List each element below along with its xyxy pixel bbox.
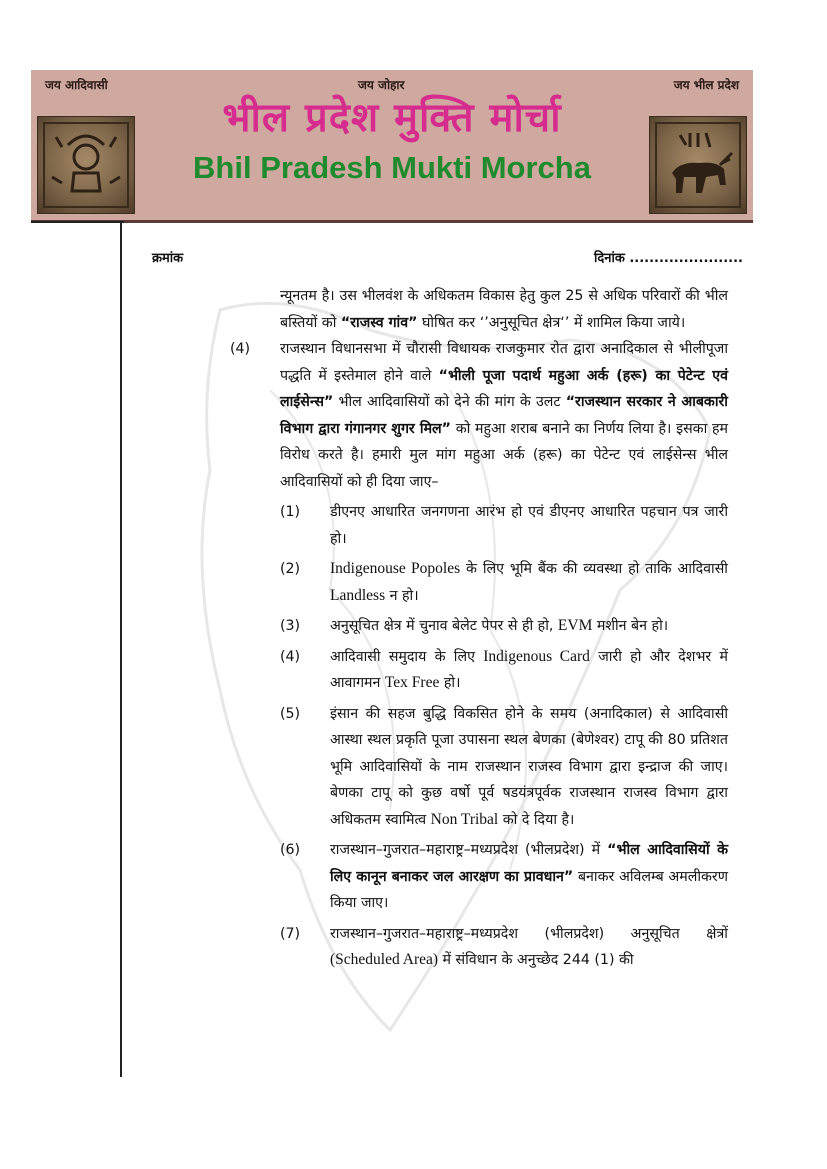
s4-text-a: आदिवासी समुदाय के लिए xyxy=(330,648,484,665)
indus-bull-seal-right-image xyxy=(649,116,747,214)
p4-text-c: भील आदिवासियों को देने की मांग के उलट xyxy=(333,394,566,410)
sub-point-1-text: डीएनए आधारित जनगणना आरंभ हो एवं डीएनए आधारित पहचान पत्र जारी हो। xyxy=(330,504,728,547)
header-underline-left xyxy=(31,221,124,223)
sub-point-5 xyxy=(280,701,728,834)
slogan-center: जय जोहार xyxy=(358,78,405,92)
sub-point-3-number: (3) xyxy=(280,618,301,634)
sub-point-7-number: (7) xyxy=(280,925,301,942)
intro-text-c: घोषित कर ‘’अनुसूचित क्षेत्र‘’ में शामिल किया जाये। xyxy=(417,314,686,331)
title-hindi: भील प्रदेश मुक्ति मोर्चा xyxy=(222,95,562,141)
point-4-text xyxy=(280,336,728,495)
sub-point-7-text xyxy=(330,921,728,974)
s2-text-a: Indigenouse Popoles xyxy=(330,560,461,577)
s4-text-e: हो। xyxy=(439,675,461,691)
sub-point-4-text xyxy=(330,644,728,697)
s2-text-c: Landless xyxy=(330,586,386,604)
letter-body xyxy=(230,283,728,974)
s4-text-d: Tex Free xyxy=(384,674,440,691)
sub-point-6-text xyxy=(330,837,728,917)
s7-text-a: राजस्थान–गुजरात–महाराष्ट्र–मध्यप्रदेश (भीलप्रदेश) अनुसूचित क्षेत्रों xyxy=(330,925,728,942)
p4-text-bold-1: “भीली पूजा पदार्थ महुआ अर्क (हरू) का पेटेन्ट एवं लाईसेन्स” xyxy=(280,367,728,410)
point-4-number: (4) xyxy=(230,341,251,357)
s6-text-bold: “भील आदिवासियों के लिए कानून बनाकर जल आरक्षण का प्रावधान” xyxy=(330,842,729,885)
sub-point-4-number: (4) xyxy=(280,648,301,665)
sub-point-7 xyxy=(280,921,728,974)
sub-point-5-text xyxy=(330,701,728,834)
intro-paragraph xyxy=(230,283,728,336)
sub-point-5-number: (5) xyxy=(280,705,301,722)
sub-point-1-number: (1) xyxy=(280,504,301,520)
indus-seal-left-image xyxy=(37,116,135,214)
sub-point-1 xyxy=(280,499,728,552)
sub-point-3 xyxy=(280,613,728,640)
s7-text-b: (Scheduled Area) xyxy=(330,951,439,968)
s3-text-a: अनुसूचित क्षेत्र में चुनाव बेलेट पेपर से ही हो, xyxy=(330,618,558,634)
slogan-right: जय भील प्रदेश xyxy=(673,78,739,92)
s5-text-a: इंसान की सहज बुद्धि विकसित होने के समय (अनादिकाल) से आदिवासी आस्था स्थल प्रकृति पूजा उपासना स्थल बेणका (बेणेश्वर) टापू की 80 प्रतिशत भूमि आदिवासियों के नाम राजस्थान राजस्व विभाग द्वारा इन्द्राज की जाए। बेणका टापू को कुछ वर्षो पूर्व षडयंत्रपूर्वक राजस्थान राजस्व विभाग द्वारा अधिकतम स्वामित्व xyxy=(330,705,728,828)
s7-text-c: में संविधान के अनुच्छेद 244 (1) की xyxy=(438,952,634,968)
margin-rule xyxy=(120,222,122,1077)
sub-point-2 xyxy=(280,556,728,609)
s6-text-a: राजस्थान–गुजरात–महाराष्ट्र–मध्यप्रदेश (भीलप्रदेश) में xyxy=(330,842,608,858)
s2-text-d: न हो। xyxy=(385,587,419,604)
sub-point-2-number: (2) xyxy=(280,561,301,577)
title-english: Bhil Pradesh Mukti Morcha xyxy=(193,150,591,185)
sub-point-2-text xyxy=(330,556,728,609)
date-label: दिनांक ....................... xyxy=(594,251,743,266)
sub-point-6 xyxy=(280,837,728,917)
p4-text-a: राजस्थान विधानसभा में चौरासी विधायक राजकुमार रोत द्वारा अनादिकाल से भीलीपूजा पद्धति में इस्तेमाल होने वाले xyxy=(280,341,728,384)
letterhead-band xyxy=(31,70,753,223)
s4-text-c: जारी हो और देशभर में आवागमन xyxy=(330,648,729,691)
slogan-left: जय आदिवासी xyxy=(45,78,108,92)
intro-text-a: न्यूनतम है। उस भीलवंश के अधिकतम विकास हेतु कुल 25 से अधिक परिवारों की भील बस्तियों को xyxy=(280,288,728,331)
point-4 xyxy=(230,336,728,495)
p4-text-bold-2: “राजस्थान सरकार ने आबकारी विभाग द्वारा गंगानगर शुगर मिल” xyxy=(280,394,728,437)
s6-text-c: बनाकर अविलम्ब अमलीकरण किया जाए। xyxy=(330,868,728,911)
s3-text-b: EVM xyxy=(557,617,593,634)
sub-point-6-number: (6) xyxy=(280,842,301,858)
reference-number-label: क्रमांक xyxy=(152,251,184,266)
intro-text-bold: “राजस्व गांव” xyxy=(340,314,418,331)
s4-text-b: Indigenous Card xyxy=(483,647,590,665)
s5-text-c: को दे दिया है। xyxy=(498,811,575,828)
s3-text-c: मशीन बेन हो। xyxy=(592,618,669,634)
sub-point-4 xyxy=(280,644,728,697)
s5-text-b: Non Tribal xyxy=(430,810,499,828)
sub-point-3-text xyxy=(330,613,728,640)
s2-text-b: के लिए भूमि बैंक की व्यवस्था हो ताकि आदिवासी xyxy=(460,561,728,577)
p4-text-e: को महुआ शराब बनाने का निर्णय लिया है। इसका हम विरोध करते है। हमारी मुल मांग महुआ अर्क (हरू) का पेटेन्ट एवं लाईसेन्स भील आदिवासियों को ही दिया जाए– xyxy=(280,420,728,490)
